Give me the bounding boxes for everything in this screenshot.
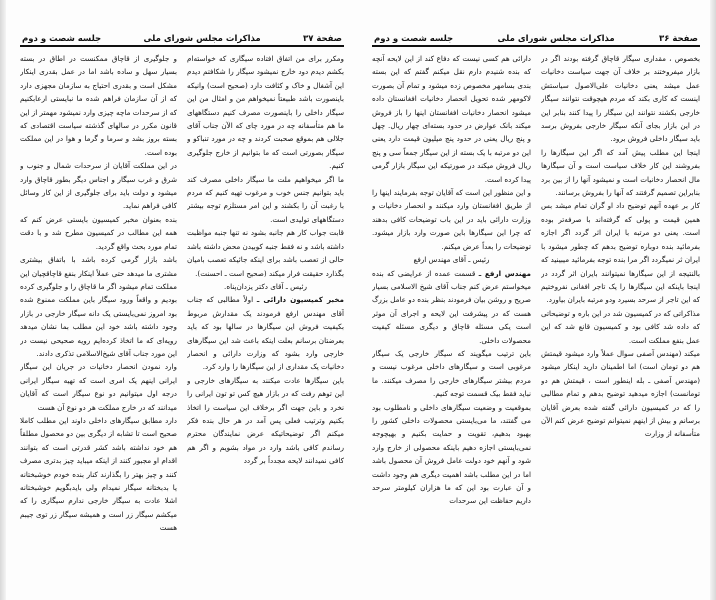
speech-text: اولاً مطالبی که جناب آقای مهندس ارفع فرمودند یک مقدارش مربوط بکیفیت فروش این سیگارها در سالها بود که باید بعرضتان برسانم بعلت اینکه باعث شد این سیگارهای خارجی وارد بشود که وزارت دارائی و انحصار دخانیات یک مقداری از این سیگارها را وارد کرد.: [187, 295, 344, 372]
page-edge-shadow: [0, 0, 6, 600]
chair-announcement: رئیس ـ آقای مهندس ارفع: [413, 255, 490, 265]
page-number: صفحة ۳۶: [659, 34, 698, 44]
paragraph: بخصوص ، مقداری سیگار قاچاق گرفته بودند اگر در بازار میفروختند بر خلاف آن جهت سیاست دخانیات عمل میشد یعنی دخانیات علی‌الاصول سیاستش اینست که کاری بکند که مردم هیچوقت نتوانند سیگار خارجی بکشند نتوانند این سیگار را پیدا کنند بنابر این در این بازار بجای آنکه سیگار خارجی بفروش برسد باید سیگار داخلی فروش برود.: [541, 54, 700, 144]
paragraph: وارد نمودن انحصار دخانیات در جریان این سیگار ایرانی اینهم یک امری است که تهیه سیگار ایرانی درجه اول میتوانیم دو نوع سیگار است که آقایان میدانند که در خارج مملکت هر دو نوع آن هست: [20, 362, 177, 412]
speech-text: قسمت عمده از عرایضی که بنده میخواستم عرض کنم جناب آقای شیخ الاسلامی بسیار صریح و روشن بیان فرمودند بنظر بنده دو عامل بزرگ هست که در پیشرفت این لایحه و اجرای آن موثر است یکی مسئله قاچاق و دیگری مسئله کیفیت محصولات داخلی.: [372, 268, 531, 345]
paragraph: بموقعیت و وضعیت سیگارهای داخلی و نامطلوب بود می گفتند، ما می‌بایستی محصولات داخلی کشور را بهبود بدهیم، تقویت و حمایت بکنیم و بهیچوجه نمی‌بایستی اجازه دهیم باینکه محصولی از خارج وارد شود و آنهم خود دولت عامل فروش آن محصول باشد اما در این مطلب باشد اهمیت دیگری هم وجود داشت و آن عبارت بود این که ما هزاران کیلومتر سرحد داریم حفاظت این سرحدات: [372, 402, 531, 506]
text-columns: [372, 52, 700, 550]
paragraph: میکند (مهندس آصفی سوال عملاً وارد میشود قیمتش هم دو تومان است) اما اطمینان دارید اینکار میشود (مهندس آصفی ـ بله اینطور است ، قیمتش هم دو تومانست) اجازه میدهید توضیح بدهم و تمام مطالبی را که در کمیسیون دارائی گفته شده بعرض آقایان برسانم و بیش از اینهم نمیتوانم توضیح عرض کنم الآن متأسفانه از وزارت: [541, 348, 700, 439]
speaker-paragraph: [187, 293, 344, 373]
paragraph: باشد بازار گرمی کرده باشد با باتفاق بیشتری مشتری ما میدهد حتی عملاً اینکار بنفع قاچاقچیان این مملکت تمام میشود اگر ما قاچاق را و جلوگیری کرده بودیم و واقعاً ورود سیگار باین مملکت ممنوع شده بود امروز نمی‌بایستی یک دانه سیگار خارجی در بازار وجود داشته باشد خود این مطلب بما نشان میدهد رویه‌ای که ما اتخاذ کرده‌ایم رویه صحیحی نیست در این مورد جناب آقای شیخ‌الاسلامی تذکری دادند.: [20, 255, 177, 358]
text-column-left: [372, 52, 531, 550]
publication-title: مذاکرات مجلس شورای ملی: [497, 34, 615, 44]
text-columns: [20, 52, 344, 550]
paragraph: دارائی هم کسی نیست که دفاع کند از این لایحه آنچه که بنده شنیدم دارم نقل میکنم گفتم که این بسته بندی بسامهر مخصوص زده میشود و تمام آن بصورت لاکومهر شده تحویل انحصار دخانیات افغانستان داده میشود انحصار دخانیات افغانستان اینها را باز فروش میکند بانک عوارض در حدود بسته‌ای چهار ریال. چهل و پنج ریال یعنی در حدود پنج میلیون قیمت دارد یعنی این دو مرتبه با یک بسته از این سیگار جمعاً سی و پنج ریال فروش میکند در صورتیکه این سیگار بازار گرمی پیدا کرده است.: [372, 54, 531, 184]
paragraph: ومکرر برای من اتفاق افتاده سیگاری که خواسته‌ام بکشم دیدم دود خارج نمیشود سیگار را شکافتم دیدم این آشغال و خاک و کثافت دارد (صحیح است) وانیکه باینصورت باشد طبیعتاً نمیخواهم من و امثال من این سیگار داخلی را باینصورت مصرف کنیم دستگاههای ما هم متأسفانه چه در مورد چای که الآن جناب آقای جلالی هم بموقع صحبت کردند و چه در مورد تنباکو و سیگار بصورتی است که ما بتوانیم از خارج جلوگیری کنیم.: [187, 54, 344, 171]
page-edge-shadow: [710, 0, 716, 600]
paragraph: و این منظور این است که آقایان توجه بفرمایند اینها را از طریق افغانستان وارد میکنند و انحصار دخانیات و وزارت دارائی باید در این باب توضیحات کافی بدهند که چرا این سیگارها باین صورت وارد بازار میشود. توضیحات را بعداً عرض میکنم.: [372, 188, 531, 251]
text-column-left: [20, 52, 177, 550]
paragraph: باین سیگارها عادت میکنند به سیگارهای خارجی و این توهم رفت که در بازار هیچ کس تو تون ایرانی را نخرد و باین جهت اگر برخلاف این سیاست را اتخاذ بکنیم وترتیب فعلی پس آمد در هر حال بنده فکر میکنم اگر توضیحاتیکه عرض نمایندگان محترم رساندم کافی باشد وارد در مواد بشویم و اگر هم کافی نمیدانند لایحه مجدداً بر گردد: [187, 375, 344, 466]
header-rule: [372, 45, 700, 47]
chair-announcement: رئیس ـ آقای دکتر یزدان‌پناه.: [224, 281, 307, 291]
paragraph: قابت جواب کار هم جانبه بشود نه تنها جنبه مواظبت داشته باشد و نه فقط جنبه کوبیدن محض داشته باشد حالی از تعصب باشد برای اینکه جائیکه تعصب بامیان بگذارد حقیقت فرار میکند (صحیح است ـ احسنت).: [187, 228, 344, 278]
text-column-right: [541, 52, 700, 550]
text-column-right: [187, 52, 344, 550]
session-title: جلسه شصت و دوم: [374, 34, 454, 44]
paragraph: اینجا این مطلب پیش آمد که اگر این سیگارها را بفروشند این کار خلاف سیاست است و آن سیگارها مال انحصار دخانیات است و نمیشود آنها را از بین برد بنابراین تصمیم گرفتند که آنها را بفروش برسانند.: [541, 147, 700, 198]
publication-title: مذاکرات مجلس شورای ملی: [143, 34, 261, 44]
page-header: [374, 30, 698, 44]
paragraph: و جلوگیری از قاچاق ممکنست در اطاق در بسته بسیار سهل و ساده باشد اما در عمل بقدری اینکار مشکل است و بقدری احتیاج به سازمان مجهزی دارد که از آن سازمان فراهم شده ما نبایستی ارعابکنیم که از سرحدات ماچه چیزی وارد نمیشود مهمتر از این قانون مکرر در سالهای گذشته سیاست اقتصادی که بسته بروز بشد و سرما و گرما و هوا در این مملکت بوده است.: [20, 54, 177, 157]
speaker-name: مخبر کمیسیون دارائی ـ: [256, 295, 344, 305]
page-header: [22, 30, 342, 44]
paragraph: بنده بعنوان مخبر کمیسیون بایستی عرض کنم که همه این مطالب در کمیسیون مطرح شد و با دقت تمام مورد بحث واقع گردید.: [20, 214, 177, 251]
right-page: [358, 0, 716, 600]
paragraph: دارد مطابق سیگارهای داخلی داوند این مطلب کاملا صحیح است تا تشابه از دیگری بین دو محصول مطلقاً هم خود نداشته باشد کشر قدرتی است که بتوانند اقدام او مجبور کنند از اینکه میباید چیز بدتری مصرف کنند و چیز بهتر را بگذارند کنار بنده خودم خوشبختانه یا بدبختانه سیگار نمیدام ولی بایدبگویم خوشبختانه اشلا عادت به سیگار خارجی ندارم سیگاری را که میکشم سیگار زر است و همیشه سیگار زر توی جیبم هست: [20, 415, 177, 533]
speaker-paragraph: [372, 267, 531, 347]
speaker-name: مهندس ارفع ـ: [478, 268, 531, 278]
paragraph: باین ترتیب میگویند که سیگار خارجی یک سیگار مرغوبی است و سیگارهای داخلی مرغوب نیست و مردم بیشتر سیگارهای خارجی را مصرف میکنند. ما نباید فقط بیک قسمت توجه کنیم.: [372, 348, 531, 399]
paragraph: مذاکراتی که در کمیسیون شد در این باره و توضیحاتی که داده شد کافی بود و کمیسیون قانع شد که این عمل بنفع مملکت است.: [541, 308, 700, 345]
session-title: جلسه شصت و دوم: [22, 34, 102, 44]
header-rule: [20, 45, 344, 47]
paragraph: کار بر عهده آنهم توضیح داد او گران تمام میشد بس همین قیمت و پولی که گرفته‌اند با صرفه‌تر بوده است. یعنی دو مرتبه با ایران اثر گردد اگر اجازه بفرمائید بنده دوباره توضیح بدهم که چطور میشود با ایران ثر نمیگردد اگر مرا بنده توجه بفرمائید میبینید که بالنتیجه از این سیگارها نمیتوانند بایران اثر گردد در اینجا باینکه این سیگارها را یک تاجر افغانی نفروختیم که این تاجر از سرحد بسیرد ودو مرتبه بایران بیاورد.: [541, 201, 700, 305]
page-number: صفحة ۳۷: [303, 34, 342, 44]
paragraph: در این مملکت آقایان از سرحدات شمال و جنوب و شرق و غرب سیگار و اجناس دیگر بطور قاچاق وارد میشود و دولت باید برای جلوگیری از این کار وسائل کافی فراهم نماید.: [20, 161, 177, 211]
paragraph: ما اگر میخواهیم ملت ما سیگار داخلی مصرف کند باید بتوانیم جنس خوب و مرغوب تهیه کنیم که مردم با رغبت آن را بکشند و این امر مستلزم توجه بیشتر دستگاههای تولیدی است.: [187, 174, 344, 224]
